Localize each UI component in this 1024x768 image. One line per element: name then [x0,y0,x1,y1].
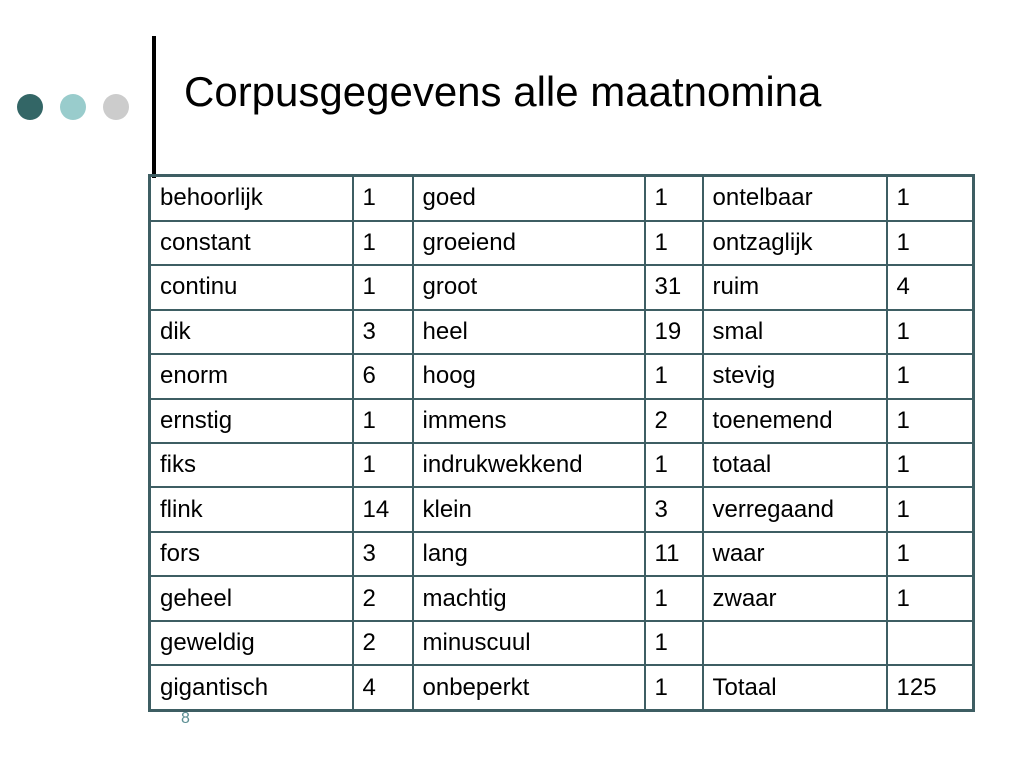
table-cell-count: 1 [887,532,974,576]
table-cell-word: ontzaglijk [703,221,887,265]
table-row [150,665,974,710]
table-cell-word: zwaar [703,576,887,620]
page-number: 8 [181,710,190,727]
decorative-dot-light [60,94,86,120]
table-cell-word: toenemend [703,399,887,443]
table-cell-word: fors [150,532,353,576]
table-row [150,265,974,309]
title-divider-line [152,36,156,178]
table-cell-word: groot [413,265,645,309]
decorative-dot-grey [103,94,129,120]
table-cell-count: 1 [353,443,413,487]
table-cell-count: 4 [353,665,413,710]
table-cell-word: goed [413,176,645,221]
table-row [150,621,974,665]
table-cell-count: 1 [645,354,703,398]
table-cell-word: lang [413,532,645,576]
table-cell-word: verregaand [703,487,887,531]
table-cell-word: gigantisch [150,665,353,710]
table-row [150,310,974,354]
table-cell-word: hoog [413,354,645,398]
table-cell-count: 1 [353,176,413,221]
table-cell-count: 3 [353,310,413,354]
table-cell-count: 1 [645,665,703,710]
table-cell-count: 1 [645,176,703,221]
slide-title: Corpusgegevens alle maatnomina [184,68,822,115]
table-row [150,354,974,398]
table-cell-count: 2 [353,576,413,620]
table-cell-count: 19 [645,310,703,354]
table-cell-count: 1 [353,221,413,265]
table-cell-word: dik [150,310,353,354]
table-row [150,443,974,487]
table-cell-word: continu [150,265,353,309]
table-cell-count [887,621,974,665]
table-cell-count: 14 [353,487,413,531]
table-cell-word: immens [413,399,645,443]
table-row [150,576,974,620]
table-cell-word: indrukwekkend [413,443,645,487]
table-cell-count: 1 [887,354,974,398]
table-cell-count: 6 [353,354,413,398]
table-cell-word: klein [413,487,645,531]
table-cell-count: 1 [645,621,703,665]
corpus-table [148,174,975,712]
table-cell-count: 1 [887,487,974,531]
table-cell-count: 3 [353,532,413,576]
table-cell-count: 1 [887,310,974,354]
table-cell-word: fiks [150,443,353,487]
table-cell-count: 1 [645,443,703,487]
table-row [150,176,974,221]
table-cell-count: 1 [887,576,974,620]
table-cell-count: 1 [887,176,974,221]
table-cell-count: 1 [645,221,703,265]
table-cell-count: 2 [353,621,413,665]
table-cell-count: 1 [645,576,703,620]
table-row [150,221,974,265]
table-row [150,487,974,531]
table-cell-word: minuscuul [413,621,645,665]
table-cell-word: enorm [150,354,353,398]
table-cell-word: ruim [703,265,887,309]
table-cell-count: 1 [887,221,974,265]
table-cell-word: ernstig [150,399,353,443]
table-cell-word: machtig [413,576,645,620]
table-cell-word: geweldig [150,621,353,665]
table-cell-count: 1 [887,399,974,443]
table-cell-word: onbeperkt [413,665,645,710]
table-cell-word: Totaal [703,665,887,710]
table-cell-count: 31 [645,265,703,309]
table-cell-word: waar [703,532,887,576]
table-row [150,399,974,443]
table-cell-count: 11 [645,532,703,576]
decorative-dot-dark [17,94,43,120]
table-cell-count: 125 [887,665,974,710]
table-cell-word: flink [150,487,353,531]
table-cell-word: heel [413,310,645,354]
table-cell-word [703,621,887,665]
table-cell-word: groeiend [413,221,645,265]
table-cell-word: behoorlijk [150,176,353,221]
table-cell-count: 1 [353,399,413,443]
table-cell-word: ontelbaar [703,176,887,221]
table-cell-count: 3 [645,487,703,531]
table-cell-word: stevig [703,354,887,398]
table-cell-count: 2 [645,399,703,443]
table-cell-word: constant [150,221,353,265]
table-cell-word: geheel [150,576,353,620]
table-cell-word: smal [703,310,887,354]
table-cell-count: 1 [887,443,974,487]
table-cell-count: 1 [353,265,413,309]
table-row [150,532,974,576]
table-cell-count: 4 [887,265,974,309]
table-cell-word: totaal [703,443,887,487]
